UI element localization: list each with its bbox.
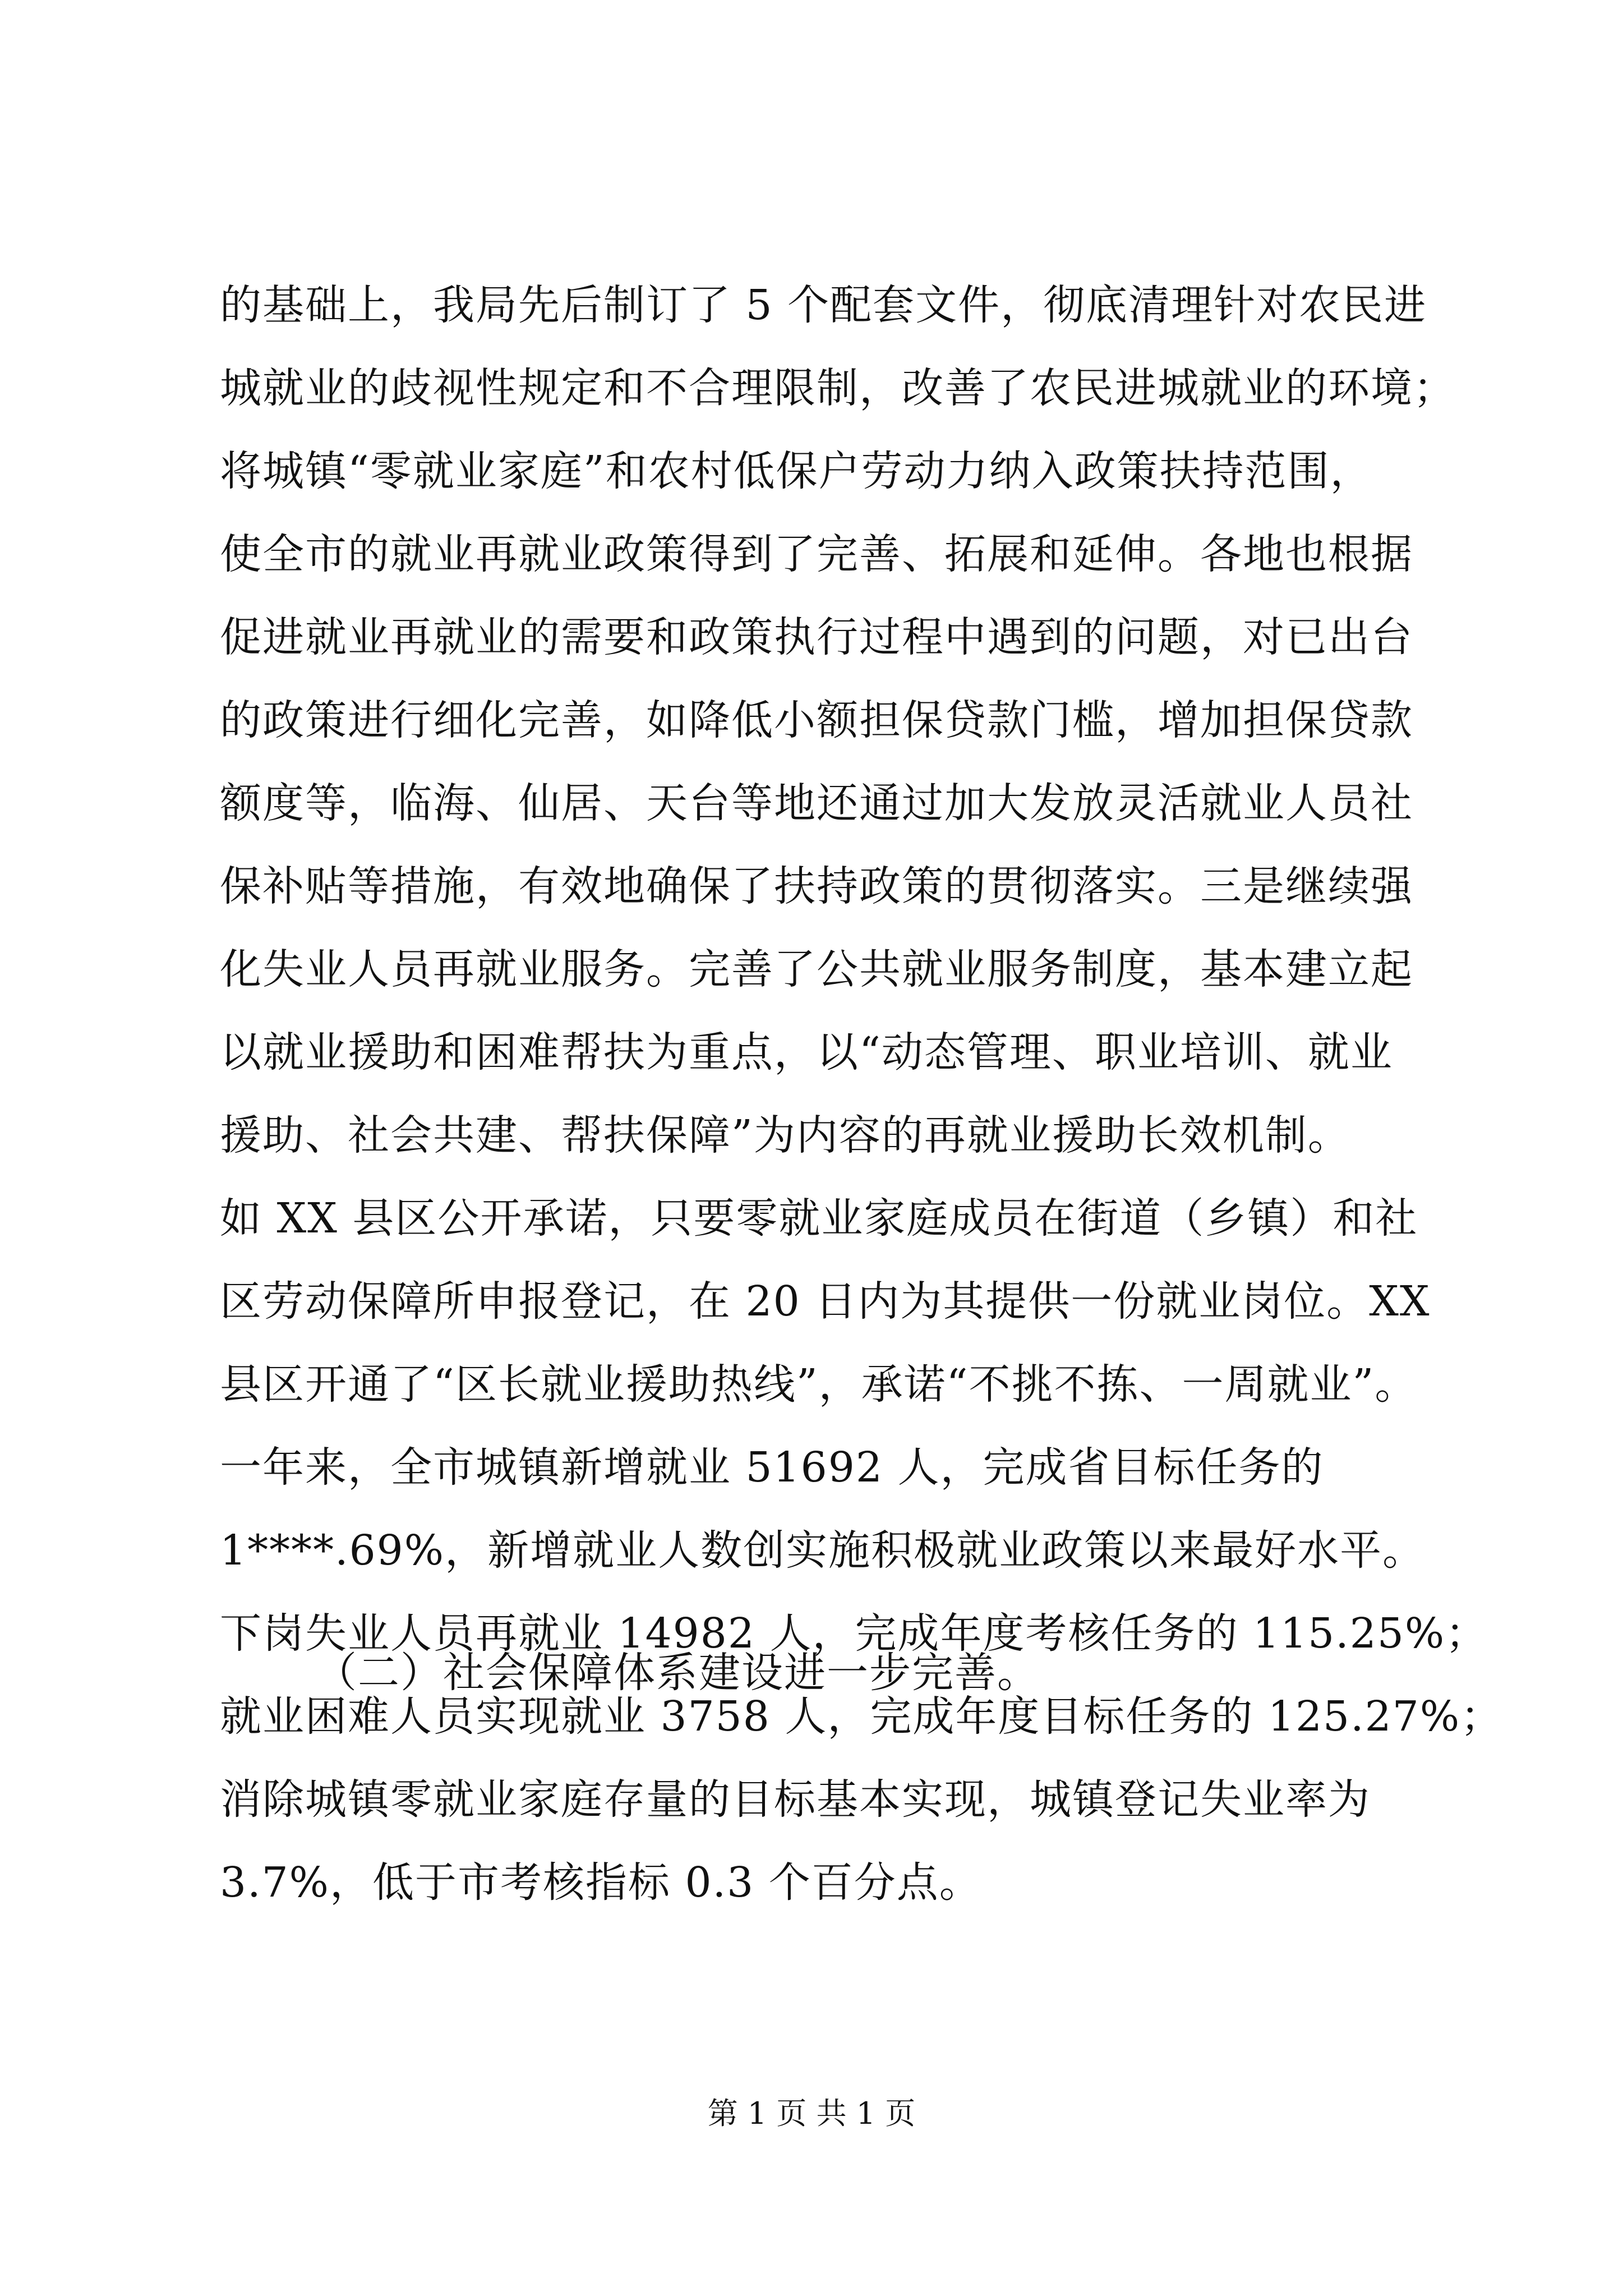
text-line: 的基础上，我局先后制订了 5 个配套文件，彻底清理针对农民进 [220,281,1427,329]
text-line: 3.7%，低于市考核指标 0.3 个百分点。 [220,1858,982,1907]
text-line: 促进就业再就业的需要和政策执行过程中遇到的问题，对已出台 [220,613,1413,661]
text-line: 如 XX 县区公开承诺，只要零就业家庭成员在街道（乡镇）和社 [220,1194,1418,1243]
text-line: 县区开通了“区长就业援助热线”，承诺“不挑不拣、一周就业”。 [220,1360,1418,1409]
text-line: 将城镇“零就业家庭”和农村低保户劳动力纳入政策扶持范围， [220,447,1373,495]
text-line: 使全市的就业再就业政策得到了完善、拓展和延伸。各地也根据 [220,530,1413,578]
section-heading: （二）社会保障体系建设进一步完善。 [315,1649,1040,1697]
text-line: 一年来，全市城镇新增就业 51692 人，完成省目标任务的 [220,1443,1324,1492]
page-footer: 第 1 页 共 1 页 [707,2096,916,2131]
text-line: 保补贴等措施，有效地确保了扶持政策的贯彻落实。三是继续强 [220,862,1413,910]
text-line: 城就业的歧视性规定和不合理限制，改善了农民进城就业的环境； [220,364,1456,412]
text-line: 化失业人员再就业服务。完善了公共就业服务制度，基本建立起 [220,945,1413,993]
text-line: 就业困难人员实现就业 3758 人，完成年度目标任务的 125.27%； [220,1692,1504,1741]
text-line: 的政策进行细化完善，如降低小额担保贷款门槛，增加担保贷款 [220,696,1413,744]
text-line: 下岗失业人员再就业 14982 人，完成年度考核任务的 115.25%； [220,1609,1488,1658]
text-line: 援助、社会共建、帮扶保障”为内容的再就业援助长效机制。 [220,1111,1350,1159]
text-line: 区劳动保障所申报登记，在 20 日内为其提供一份就业岗位。XX [220,1277,1431,1326]
text-line: 以就业援助和困难帮扶为重点，以“动态管理、职业培训、就业 [220,1028,1393,1076]
text-line: 额度等，临海、仙居、天台等地还通过加大发放灵活就业人员社 [220,779,1413,827]
text-line: 消除城镇零就业家庭存量的目标基本实现，城镇登记失业率为 [220,1775,1371,1824]
text-line: 1****.69%，新增就业人数创实施积极就业政策以来最好水平。 [220,1526,1426,1575]
